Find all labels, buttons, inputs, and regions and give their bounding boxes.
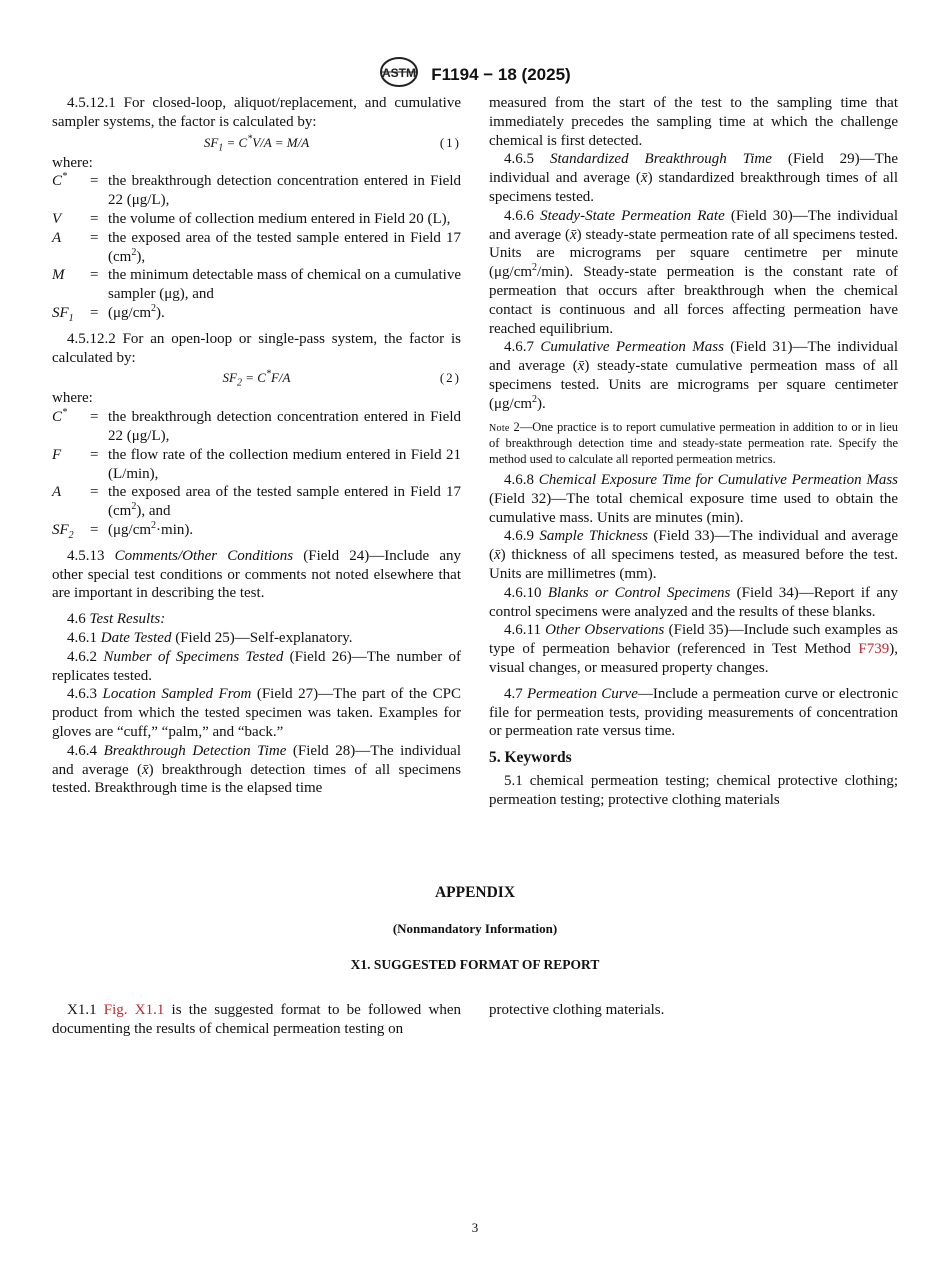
definition-text: the breakthrough detection concentration entered in Field 22 (μg/L),: [108, 409, 461, 444]
para-4-6: 4.6 Test Results:: [67, 611, 166, 628]
note-2: [489, 420, 898, 468]
svg-text:ASTM: ASTM: [382, 66, 417, 80]
definition-symbol: M: [52, 267, 65, 284]
definition-equals: =: [90, 446, 99, 463]
standard-designation: F1194 − 18 (2025): [431, 64, 571, 84]
keywords-heading: 5. Keywords: [489, 749, 572, 767]
equation-2-formula: $SF_2 = C^*F/A$: [222, 369, 291, 389]
equation-1: [52, 132, 461, 154]
definition-equals: =: [90, 173, 99, 190]
definition-symbol: $SF_1$: [52, 304, 74, 324]
para-4-6-6: 4.6.6 Steady-State Permeation Rate (Field 30)—The individual and average (x̄) steady-state permeation rate of all specimens tested. Units are micrograms per square centimetre per minute $(\mu g/cm^2/\min)$. Steady-state permeation is the constant rate of permeation that occurs after breakthrough when the chemical contact is continuous and all forces affecting permeation have reached equilibrium.: [489, 207, 898, 337]
para-4-5-12-2: 4.5.12.2 For an open-loop or single-pass system, the factor is calculated by:: [52, 330, 461, 366]
definition-row: [52, 483, 461, 521]
para-4-7: 4.7 Permeation Curve—Include a permeation curve or electronic file for permeation tests, providing measurements of concentration or permeation rate versus time.: [489, 685, 899, 740]
para-4-5-13: 4.5.13 Comments/Other Conditions (Field 24)—Include any other special test conditions or comments not noted elsewhere that are important in describing the test.: [52, 547, 461, 602]
definition-row: [52, 172, 461, 210]
para-4-6-8: 4.6.8 Chemical Exposure Time for Cumulative Permeation Mass (Field 32)—The total chemical exposure time used to obtain the cumulative mass. Units are minutes (min).: [489, 472, 898, 526]
definition-equals: =: [90, 484, 99, 501]
definition-row: [52, 210, 461, 229]
astm-logo-icon: [379, 56, 419, 93]
appendix-subtitle: (Nonmandatory Information): [392, 921, 558, 936]
para-continuation: measured from the start of the test to the sampling time that immediately precedes the sampling time at which the challenge chemical is first detected.: [489, 95, 898, 149]
fig-x1-1-link[interactable]: Fig. X1.1: [103, 1002, 165, 1018]
para-4-6-3: 4.6.3 Location Sampled From (Field 27)—The part of the CPC product from which the tested specimen was taken. Examples for gloves are “cuff,” “palm,” and “back.”: [52, 686, 462, 740]
para-5-1: 5.1 chemical permeation testing; chemical protective clothing; permeation testing; protective clothing materials: [489, 773, 898, 808]
definition-equals: =: [90, 409, 99, 426]
definition-list-2: [52, 408, 461, 540]
where-label-1: where:: [52, 154, 93, 171]
definition-row: [52, 521, 461, 540]
definition-row: [52, 266, 461, 304]
appendix-left-column: [52, 1001, 461, 1039]
f739-link[interactable]: F739: [858, 641, 890, 658]
where-label-2: where:: [52, 390, 93, 407]
para-4-6-2: 4.6.2 Number of Specimens Tested (Field 26)—The number of replicates tested.: [52, 648, 461, 684]
definition-equals: =: [90, 521, 99, 538]
page-header: [0, 56, 950, 93]
note-2-label: Note: [489, 422, 510, 434]
left-column: [52, 94, 461, 798]
para-x1-1: X1.1 Fig. X1.1 is the suggested format to be followed when documenting the results of chemical permeation testing on: [52, 1002, 461, 1037]
right-column: [489, 94, 898, 810]
definition-text: the exposed area of the tested sample entered in Field 17 $(cm^2)$,: [108, 229, 461, 265]
definition-text: the exposed area of the tested sample entered in Field 17 $(cm^2)$, and: [108, 484, 461, 520]
definition-symbol: V: [52, 210, 62, 227]
para-4-6-10: 4.6.10 Blanks or Control Specimens (Field 34)—Report if any control specimens were analyzed and the results of these blanks.: [489, 584, 899, 620]
page-number: 3: [471, 1220, 479, 1235]
para-4-6-4: 4.6.4 Breakthrough Detection Time (Field 28)—The individual and average (x̄) breakthrough detection times of all specimens tested. Breakthrough time is the elapsed time: [52, 742, 461, 797]
definition-symbol: $SF_2$: [52, 521, 74, 541]
definition-equals: =: [90, 210, 99, 227]
definition-symbol: C*: [52, 407, 68, 426]
para-x1-1-continued: protective clothing materials.: [489, 1002, 665, 1018]
definition-text: the flow rate of the collection medium entered in Field 21 (L/min),: [108, 446, 461, 482]
definition-text: $(\mu g/cm^2)$.: [108, 302, 165, 321]
appendix-right-column: [489, 1001, 898, 1020]
definition-equals: =: [90, 304, 99, 321]
definition-equals: =: [90, 229, 99, 246]
appendix-title: APPENDIX: [434, 884, 516, 901]
definition-symbol: F: [52, 446, 62, 463]
equation-2: [52, 367, 461, 389]
definition-equals: =: [90, 267, 99, 284]
para-4-6-5: 4.6.5 Standardized Breakthrough Time (Field 29)—The individual and average (x̄) standardized breakthrough times of all specimens tested.: [489, 151, 898, 205]
definition-symbol: A: [52, 229, 62, 246]
definition-symbol: C*: [52, 171, 68, 190]
definition-row: [52, 304, 461, 323]
para-4-6-7: 4.6.7 Cumulative Permeation Mass (Field 31)—The individual and average (x̄) steady-state cumulative permeation mass of all specimens tested. Units are micrograms per square centimeter $(\mu g/cm^2)$.: [489, 339, 899, 412]
definition-text: $(\mu g/cm^2\cdot\min)$.: [108, 519, 194, 538]
definition-text: the volume of collection medium entered in Field 20 (L),: [108, 210, 451, 227]
definition-row: [52, 446, 461, 484]
equation-1-formula: $SF_1 = C^*V/A = M/A$: [203, 133, 310, 154]
para-4-6-9: 4.6.9 Sample Thickness (Field 33)—The individual and average (x̄) thickness of all specimens tested, as measured before the test. Units are millimetres (mm).: [489, 528, 898, 583]
definition-text: the minimum detectable mass of chemical on a cumulative sampler (μg), and: [108, 267, 461, 303]
definition-symbol: A: [52, 484, 62, 501]
equation-2-number: (2): [439, 370, 461, 386]
definition-row: [52, 229, 461, 267]
definition-text: the breakthrough detection concentration entered in Field 22 (μg/L),: [108, 173, 461, 209]
note-2-text: 2—One practice is to report cumulative permeation in addition to or in lieu of breakthrough detection time and steady-state permeation rate. Specify the method used to calculate all reported permeation metrics.: [489, 419, 898, 466]
appendix-x1-heading: X1. SUGGESTED FORMAT OF REPORT: [350, 957, 600, 972]
para-4-6-1: 4.6.1 Date Tested (Field 25)—Self-explanatory.: [67, 629, 353, 646]
para-4-5-12-1: 4.5.12.1 For closed-loop, aliquot/replacement, and cumulative sampler systems, the factor is calculated by:: [52, 95, 461, 130]
definition-list-1: [52, 172, 461, 322]
definition-row: [52, 408, 461, 446]
para-4-6-11: 4.6.11 Other Observations (Field 35)—Include such examples as type of permeation behavior (referenced in Test Method F739), visual changes, or measured property changes.: [489, 622, 898, 677]
equation-1-number: (1): [439, 134, 461, 150]
